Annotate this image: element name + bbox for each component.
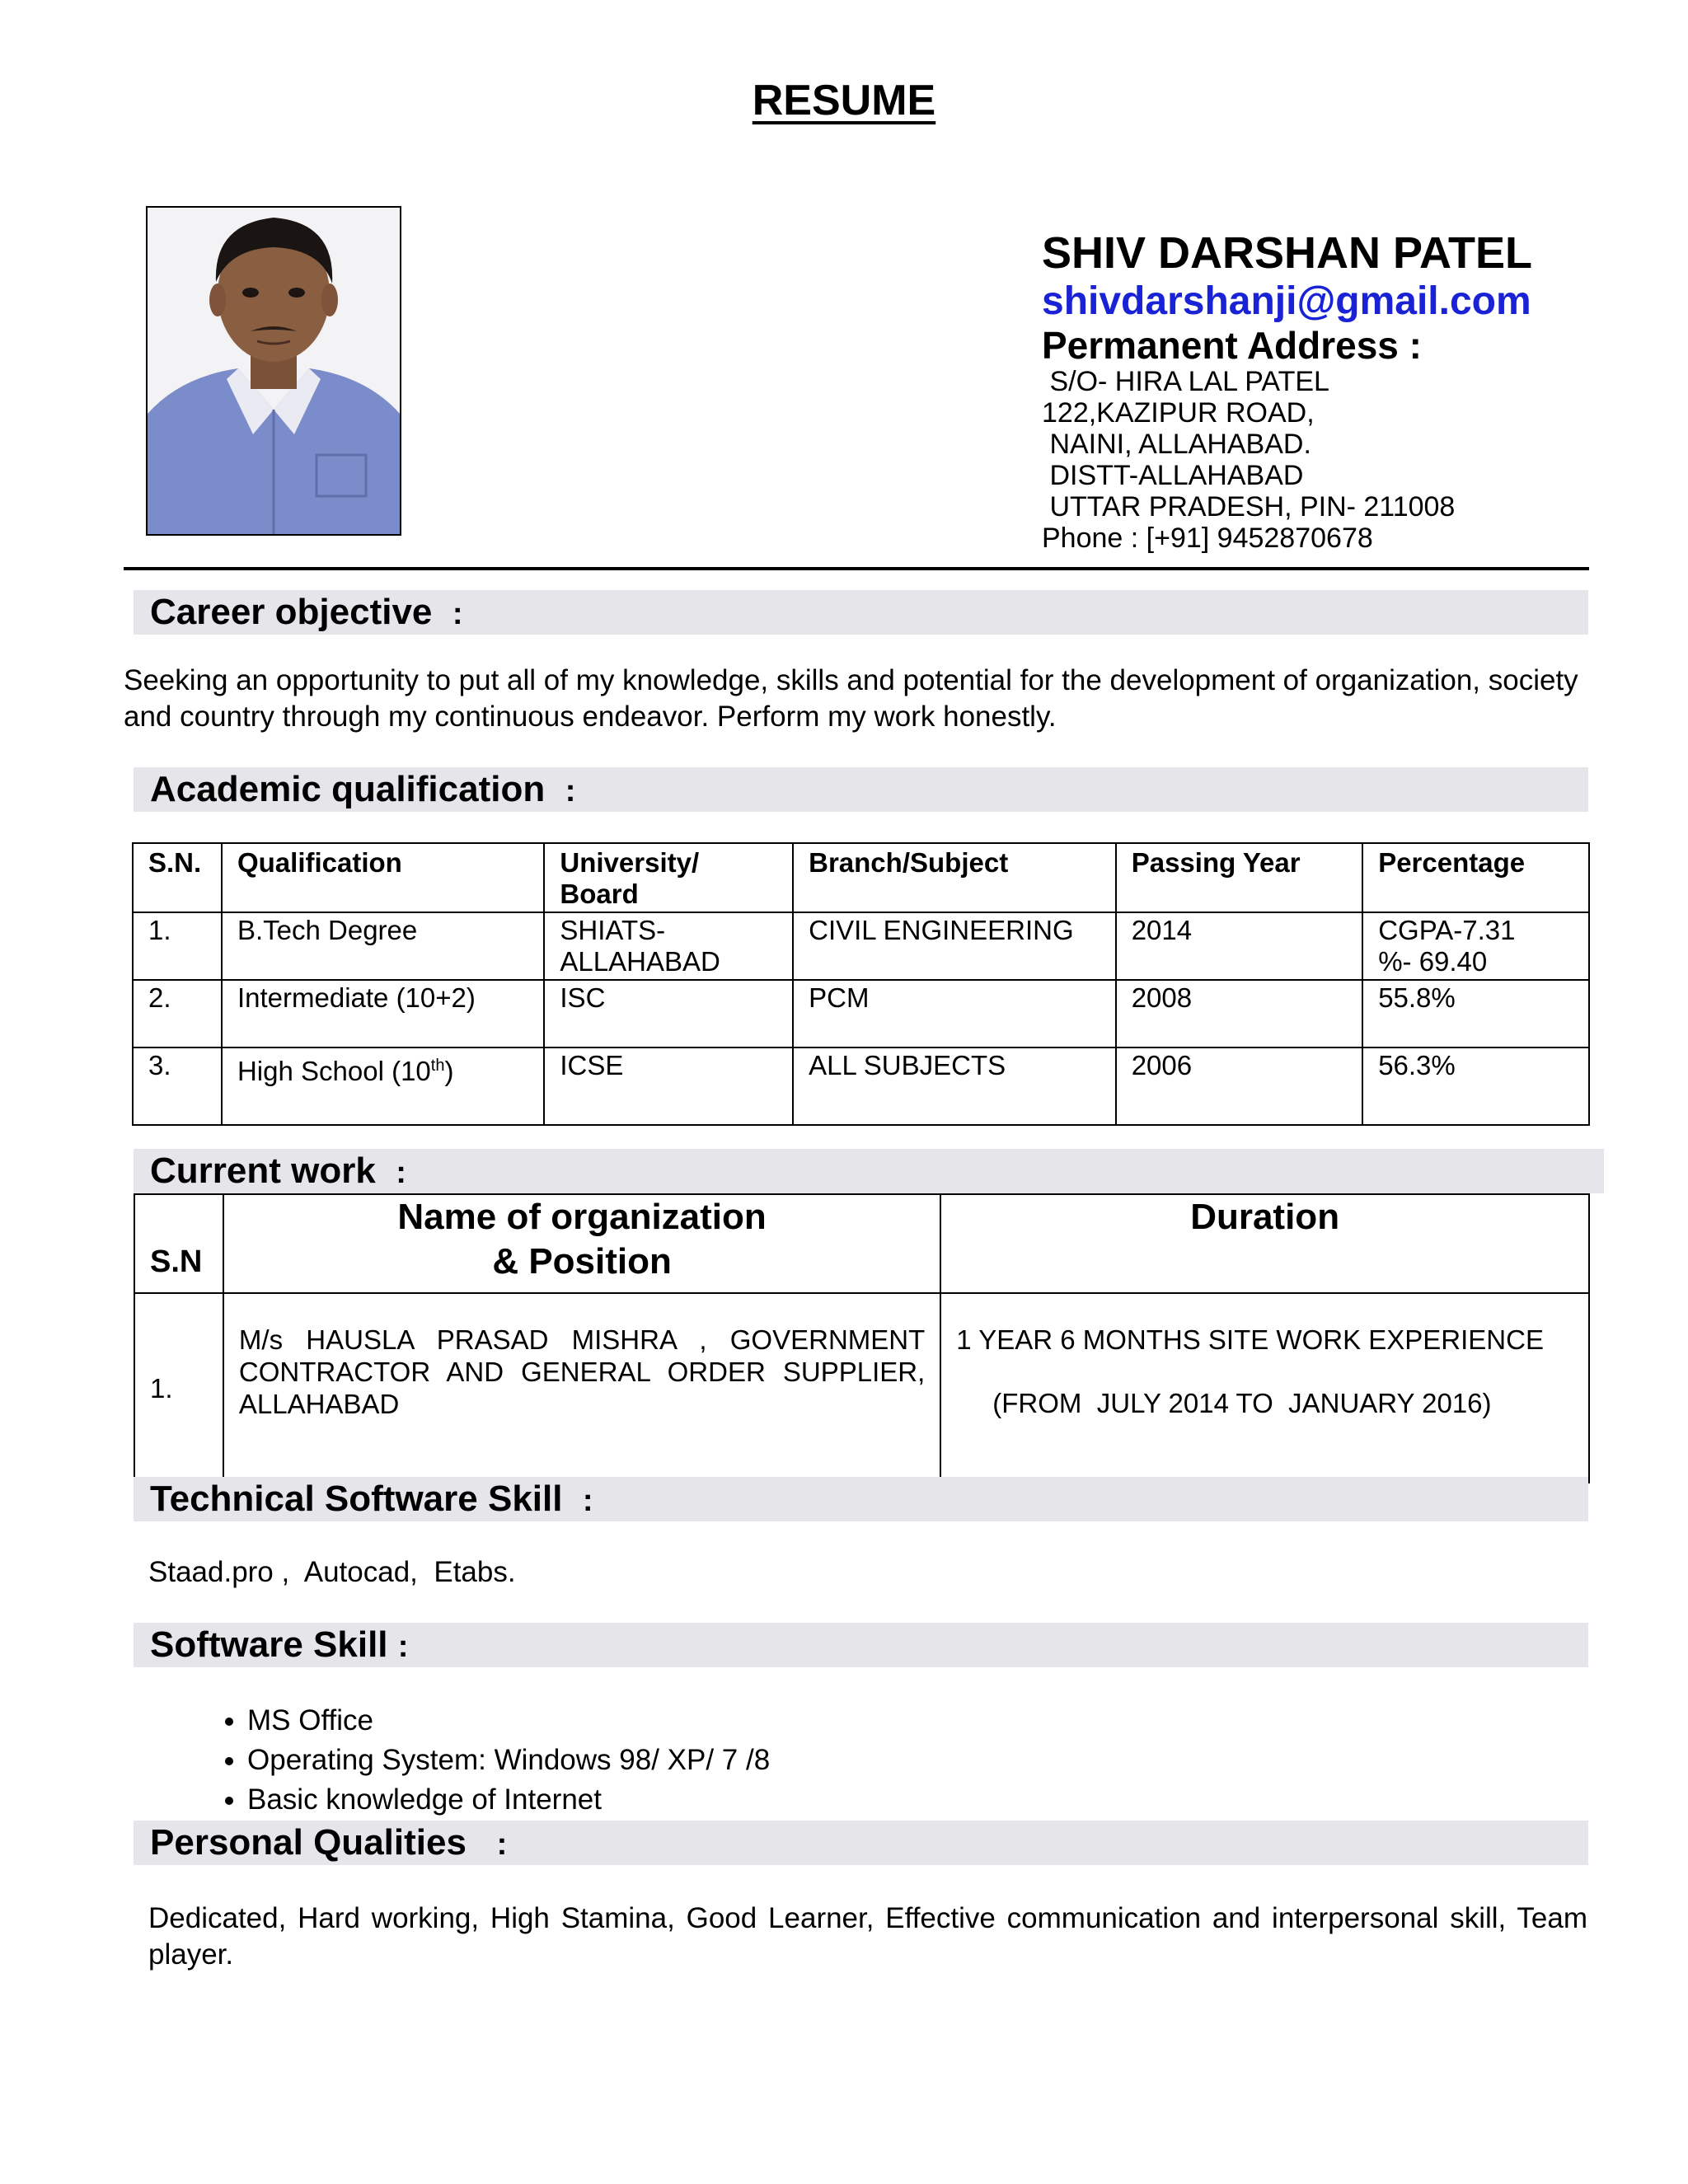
duration-line: (FROM JULY 2014 TO JANUARY 2016) <box>992 1388 1492 1418</box>
table-cell: 55.8% <box>1362 980 1589 1047</box>
table-header-row <box>134 1194 1589 1293</box>
table-cell: 2. <box>133 980 222 1047</box>
column-header: Name of organization & Position <box>223 1194 940 1293</box>
table-row <box>134 1293 1589 1483</box>
personal-qualities-heading: Personal Qualities : <box>134 1821 1588 1865</box>
table-cell: 2008 <box>1116 980 1362 1047</box>
academic-heading: Academic qualification : <box>134 767 1588 812</box>
candidate-name: SHIV DARSHAN PATEL <box>1042 228 1533 278</box>
table-cell: SHIATS- ALLAHABAD <box>544 912 793 980</box>
table-cell: 1. <box>133 912 222 980</box>
technical-skill-heading: Technical Software Skill : <box>134 1477 1588 1521</box>
career-objective-heading: Career objective : <box>134 590 1588 635</box>
table-cell: ISC <box>544 980 793 1047</box>
personal-qualities-text: Dedicated, Hard working, High Stamina, Good Learner, Effective communication and interpersonal skill, Team player. <box>148 1902 1587 1971</box>
table-cell <box>1362 912 1589 980</box>
table-cell: 1. <box>134 1293 223 1483</box>
work-table <box>134 1193 1590 1483</box>
software-skill-heading: Software Skill : <box>134 1623 1588 1667</box>
table-cell: 2014 <box>1116 912 1362 980</box>
academic-table <box>132 842 1590 1126</box>
list-item: • Operating System: Windows 98/ XP/ 7 /8 <box>247 1741 770 1780</box>
percentage-line: CGPA-7.31 <box>1378 915 1516 945</box>
resume-title: RESUME <box>752 77 936 124</box>
phone-line: Phone : [+91] 9452870678 <box>1042 523 1373 554</box>
email-link[interactable]: shivdarshanji@gmail.com <box>1042 279 1531 323</box>
table-row <box>133 912 1589 980</box>
address-line: NAINI, ALLAHABAD. <box>1042 429 1311 460</box>
table-cell: PCM <box>793 980 1116 1047</box>
technical-skill-text: Staad.pro , Autocad, Etabs. <box>148 1556 516 1588</box>
duration-line: 1 YEAR 6 MONTHS SITE WORK EXPERIENCE <box>956 1324 1544 1355</box>
table-row <box>133 980 1589 1047</box>
header-divider <box>124 567 1589 570</box>
column-header: Qualification <box>222 843 544 912</box>
table-cell: ICSE <box>544 1047 793 1125</box>
address-line: 122,KAZIPUR ROAD, <box>1042 397 1315 429</box>
table-cell: 2006 <box>1116 1047 1362 1125</box>
column-header: Passing Year <box>1116 843 1362 912</box>
table-cell: High School (10th) <box>222 1047 544 1125</box>
column-header: Duration <box>940 1194 1589 1293</box>
table-cell: 3. <box>133 1047 222 1125</box>
address-label: Permanent Address : <box>1042 324 1422 367</box>
column-header: S.N <box>134 1194 223 1293</box>
list-item: • MS Office <box>247 1701 770 1741</box>
list-item: • Basic knowledge of Internet <box>247 1780 770 1820</box>
table-header-row <box>133 843 1589 912</box>
column-header: Branch/Subject <box>793 843 1116 912</box>
table-cell: Intermediate (10+2) <box>222 980 544 1047</box>
address-line: S/O- HIRA LAL PATEL <box>1042 366 1329 397</box>
column-header: Percentage <box>1362 843 1589 912</box>
address-line: DISTT-ALLAHABAD <box>1042 460 1304 491</box>
table-cell: M/s HAUSLA PRASAD MISHRA , GOVERNMENT CONTRACTOR AND GENERAL ORDER SUPPLIER, ALLAHABAD <box>223 1293 940 1483</box>
address-line: UTTAR PRADESH, PIN- 211008 <box>1042 491 1456 523</box>
table-cell: CIVIL ENGINEERING <box>793 912 1116 980</box>
column-header: University/ Board <box>544 843 793 912</box>
table-row <box>133 1047 1589 1125</box>
table-cell <box>940 1293 1589 1483</box>
percentage-line: %- 69.40 <box>1378 946 1488 977</box>
software-skill-list <box>188 1701 770 1820</box>
current-work-heading: Current work : <box>134 1149 1604 1193</box>
table-cell: B.Tech Degree <box>222 912 544 980</box>
table-cell: ALL SUBJECTS <box>793 1047 1116 1125</box>
column-header: S.N. <box>133 843 222 912</box>
profile-photo <box>146 206 401 536</box>
table-cell: 56.3% <box>1362 1047 1589 1125</box>
portrait-image <box>148 208 400 534</box>
career-objective-text: Seeking an opportunity to put all of my knowledge, skills and potential for the development of organization, society and country through my continuous endeavor. Perform my work honestly. <box>124 664 1578 733</box>
